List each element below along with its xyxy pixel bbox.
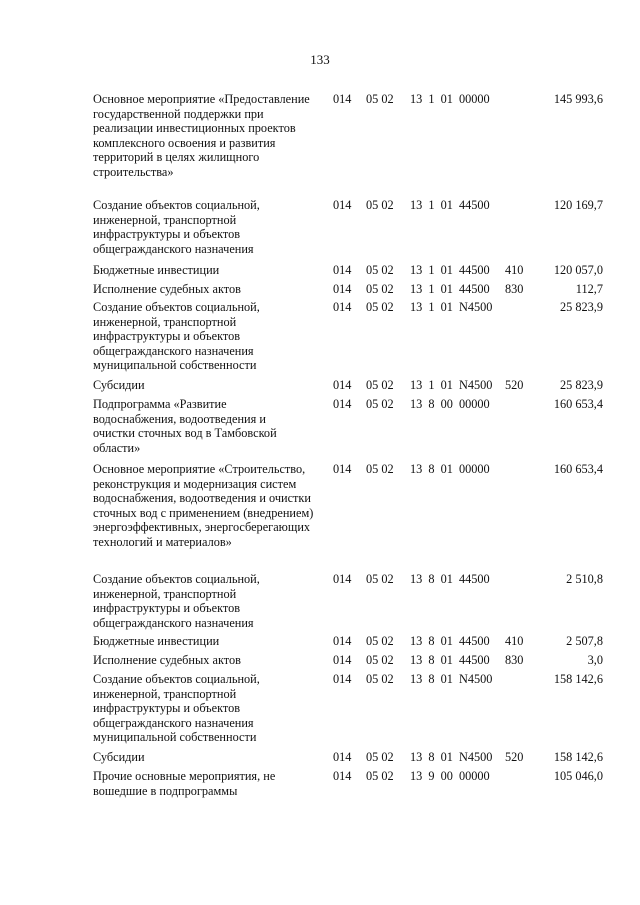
row-cs: 13 1 01 N4500 — [410, 300, 493, 314]
row-sum: 105 046,0 — [553, 769, 603, 783]
row-rz-pr: 05 02 — [366, 92, 394, 106]
row-name: Подпрограмма «Развитие водоснабжения, водоотведения и очистки сточных вод в Тамбовской области» — [93, 397, 277, 455]
row-sum: 158 142,6 — [553, 672, 603, 686]
row-cs: 13 8 00 00000 — [410, 397, 490, 411]
row-ved: 014 — [333, 634, 352, 648]
row-sum: 160 653,4 — [553, 397, 603, 411]
row-name: Прочие основные мероприятия, не вошедшие в подпрограммы — [93, 769, 276, 798]
row-cs: 13 1 01 44500 — [410, 282, 490, 296]
row-ved: 014 — [333, 572, 352, 586]
row-rz-pr: 05 02 — [366, 572, 394, 586]
row-cs: 13 1 01 44500 — [410, 263, 490, 277]
row-vr: 520 — [505, 750, 524, 764]
row-vr: 410 — [505, 634, 524, 648]
row-cs: 13 1 01 N4500 — [410, 378, 493, 392]
row-cs: 13 8 01 N4500 — [410, 672, 493, 686]
row-sum: 2 507,8 — [566, 634, 603, 648]
row-vr: 830 — [505, 653, 524, 667]
row-ved: 014 — [333, 672, 352, 686]
row-sum: 120 169,7 — [553, 198, 603, 212]
row-rz-pr: 05 02 — [366, 300, 394, 314]
row-rz-pr: 05 02 — [366, 653, 394, 667]
row-rz-pr: 05 02 — [366, 378, 394, 392]
row-ved: 014 — [333, 653, 352, 667]
row-rz-pr: 05 02 — [366, 634, 394, 648]
row-sum: 158 142,6 — [553, 750, 603, 764]
row-ved: 014 — [333, 750, 352, 764]
row-vr: 830 — [505, 282, 524, 296]
row-name: Основное мероприятие «Предоставление государственной поддержки при реализации инвестиционных проектов комплексного освоения и развития территорий в целях жилищного строительства» — [93, 92, 310, 179]
row-ved: 014 — [333, 397, 352, 411]
row-cs: 13 8 01 44500 — [410, 634, 490, 648]
row-cs: 13 8 01 00000 — [410, 462, 490, 476]
row-cs: 13 9 00 00000 — [410, 769, 490, 783]
row-rz-pr: 05 02 — [366, 769, 394, 783]
row-rz-pr: 05 02 — [366, 462, 394, 476]
row-sum: 112,7 — [575, 282, 603, 296]
row-name: Основное мероприятие «Строительство, реконструкция и модернизация систем водоснабжения, водоотведения и очистки сточных вод с применением (внедрением) энергоэффективных, энергосберегающих технологий и материалов» — [93, 462, 314, 549]
row-ved: 014 — [333, 378, 352, 392]
row-ved: 014 — [333, 282, 352, 296]
row-cs: 13 8 01 N4500 — [410, 750, 493, 764]
row-name: Исполнение судебных актов — [93, 282, 241, 296]
row-name: Создание объектов социальной, инженерной, транспортной инфраструктуры и объектов общегражданского назначения — [93, 198, 260, 256]
row-sum: 120 057,0 — [553, 263, 603, 277]
row-rz-pr: 05 02 — [366, 672, 394, 686]
row-name: Создание объектов социальной, инженерной, транспортной инфраструктуры и объектов общегражданского назначения муниципальной собственности — [93, 672, 260, 744]
row-ved: 014 — [333, 198, 352, 212]
row-ved: 014 — [333, 769, 352, 783]
row-rz-pr: 05 02 — [366, 397, 394, 411]
row-name: Исполнение судебных актов — [93, 653, 241, 667]
row-sum: 2 510,8 — [566, 572, 603, 586]
row-sum: 25 823,9 — [559, 378, 603, 392]
row-ved: 014 — [333, 462, 352, 476]
page-number: 133 — [310, 52, 330, 67]
row-rz-pr: 05 02 — [366, 263, 394, 277]
row-name: Бюджетные инвестиции — [93, 263, 220, 277]
row-sum: 145 993,6 — [553, 92, 603, 106]
row-name: Субсидии — [93, 378, 145, 392]
row-cs: 13 1 01 00000 — [410, 92, 490, 106]
row-sum: 160 653,4 — [553, 462, 603, 476]
row-name: Создание объектов социальной, инженерной, транспортной инфраструктуры и объектов общегражданского назначения муниципальной собственности — [93, 300, 260, 372]
row-rz-pr: 05 02 — [366, 198, 394, 212]
row-cs: 13 8 01 44500 — [410, 572, 490, 586]
row-rz-pr: 05 02 — [366, 750, 394, 764]
row-name: Создание объектов социальной, инженерной, транспортной инфраструктуры и объектов общегражданского назначения — [93, 572, 260, 630]
row-rz-pr: 05 02 — [366, 282, 394, 296]
row-vr: 520 — [505, 378, 524, 392]
row-cs: 13 1 01 44500 — [410, 198, 490, 212]
row-ved: 014 — [333, 263, 352, 277]
row-name: Бюджетные инвестиции — [93, 634, 220, 648]
row-name: Субсидии — [93, 750, 145, 764]
row-vr: 410 — [505, 263, 524, 277]
row-cs: 13 8 01 44500 — [410, 653, 490, 667]
row-sum: 25 823,9 — [559, 300, 603, 314]
row-sum: 3,0 — [587, 653, 603, 667]
row-ved: 014 — [333, 92, 352, 106]
row-ved: 014 — [333, 300, 352, 314]
